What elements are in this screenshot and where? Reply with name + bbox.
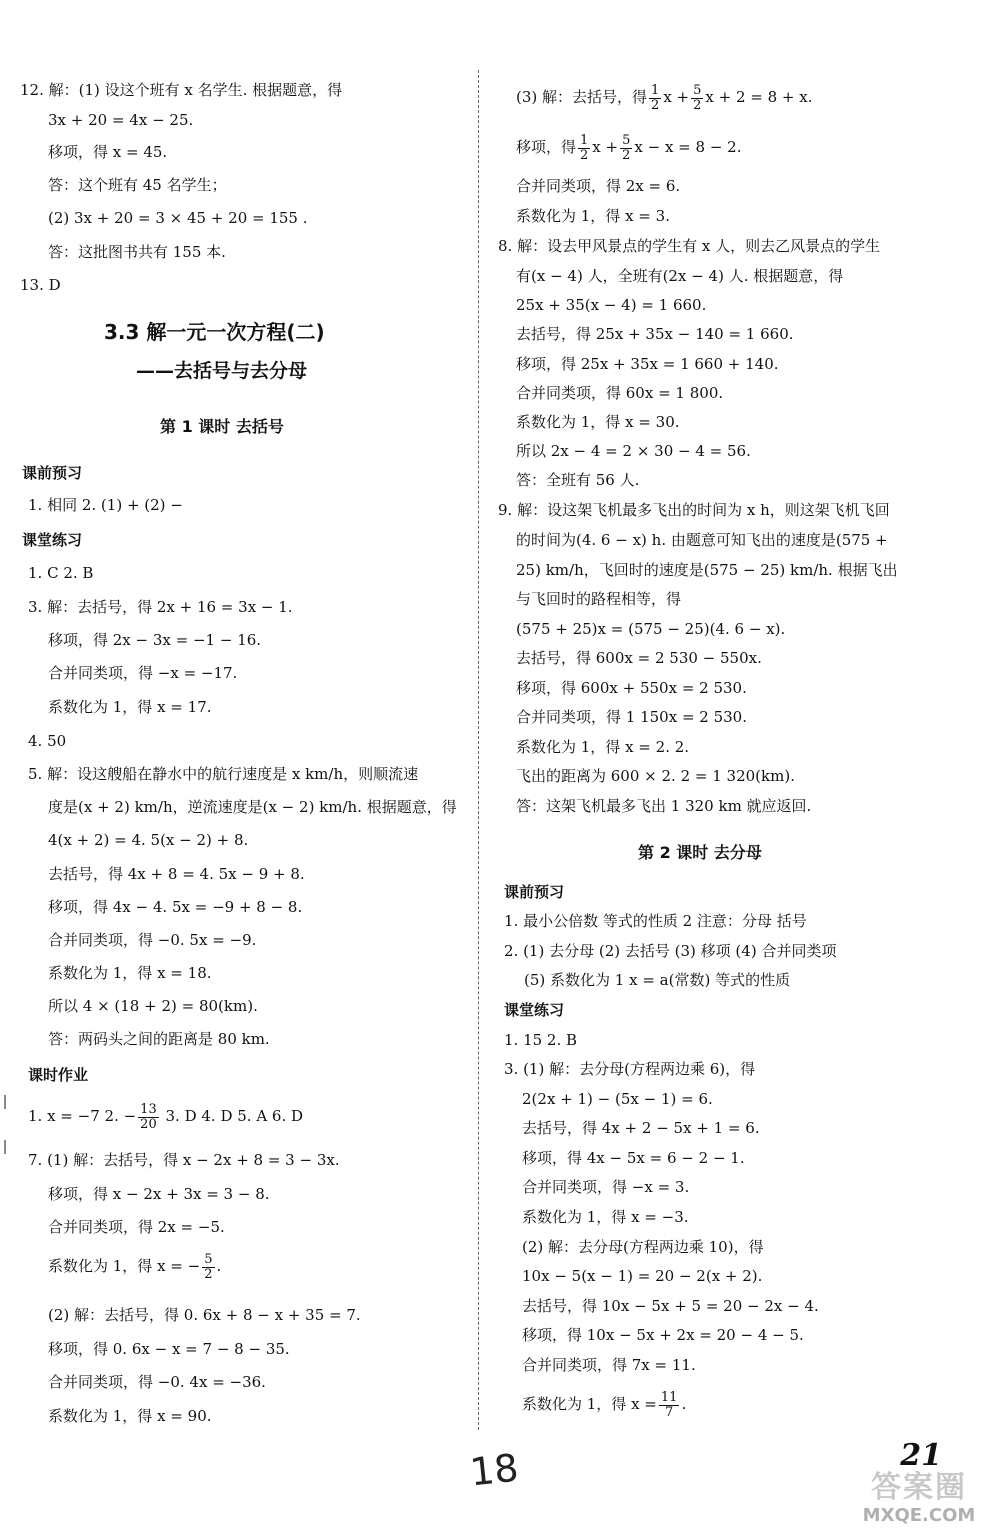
- cp2-q3-line9: 去括号，得 10x − 5x + 5 = 20 − 2x − 4.: [522, 1297, 819, 1315]
- pre-study-heading-2: 课前预习: [504, 883, 565, 901]
- cp5-line8: 所以 4 × (18 + 2) = 80(km).: [48, 997, 258, 1015]
- q7-3-frac1-num: 1: [651, 82, 660, 98]
- handwritten-note: 18: [467, 1445, 521, 1495]
- q13: 13. D: [20, 276, 61, 294]
- q7-3-line2-post: x − x = 8 − 2.: [634, 138, 742, 156]
- class-practice-heading: 课堂练习: [22, 531, 83, 549]
- q8-line4: 去括号，得 25x + 35x − 140 = 1 660.: [516, 325, 794, 343]
- edge-mark: [4, 1095, 6, 1109]
- q7-3-line2: [516, 132, 741, 163]
- q9-line7: 移项，得 600x + 550x = 2 530.: [516, 679, 747, 697]
- q8-line5: 移项，得 25x + 35x = 1 660 + 140.: [516, 355, 779, 373]
- q7-3-frac4: [620, 134, 632, 163]
- q7-3-frac1: [649, 84, 661, 113]
- pre-study-answers: 1. 相同 2. (1) + (2) −: [28, 496, 183, 514]
- cp5-line7: 系数化为 1，得 x = 18.: [48, 964, 212, 982]
- cp2-q3-line4: 移项，得 4x − 5x = 6 − 2 − 1.: [522, 1149, 745, 1167]
- cp3-line4: 系数化为 1，得 x = 17.: [48, 698, 212, 716]
- cp2-q3-line12-pre: 系数化为 1，得 x =: [522, 1395, 657, 1413]
- hw7-line3: 合并同类项，得 2x = −5.: [48, 1218, 225, 1236]
- hw7-line2: 移项，得 x − 2x + 3x = 3 − 8.: [48, 1185, 270, 1203]
- q12-line3: 移项，得 x = 45.: [48, 143, 168, 161]
- q8-line9: 答：全班有 56 人.: [516, 471, 640, 489]
- q9-line3: 25) km/h，飞回时的速度是(575 − 25) km/h. 根据飞出: [516, 561, 898, 579]
- cp5-line5: 移项，得 4x − 4. 5x = −9 + 8 − 8.: [48, 898, 303, 916]
- q7-3-frac4-num: 5: [622, 132, 631, 148]
- q7-3-line2-pre: 移项，得: [516, 138, 577, 156]
- hw7-fraction: [202, 1253, 214, 1282]
- lesson1-title: 第 1 课时 去括号: [160, 417, 284, 436]
- cp4: 4. 50: [28, 732, 67, 750]
- right-column: [490, 0, 960, 1536]
- q9-line11: 答：这架飞机最多飞出 1 320 km 就应返回.: [516, 797, 812, 815]
- q8-line2: 有(x − 4) 人，全班有(2x − 4) 人. 根据题意，得: [516, 267, 844, 285]
- hw-answers-1-6: [28, 1100, 303, 1132]
- hw7-fraction-num: 5: [204, 1251, 213, 1267]
- hw7-line4-pre: 系数化为 1，得 x = −: [48, 1257, 201, 1275]
- edge-mark: [4, 1140, 6, 1154]
- cp2-q3-fraction-den: 7: [665, 1404, 674, 1420]
- q7-3-line1-pre: (3) 解：去括号，得: [516, 88, 648, 106]
- q7-3-line1: [516, 82, 812, 113]
- left-column: [0, 0, 470, 1536]
- q9-line2: 的时间为(4. 6 − x) h. 由题意可知飞出的速度是(575 +: [516, 531, 888, 549]
- hw7-line7: 合并同类项，得 −0. 4x = −36.: [48, 1373, 266, 1391]
- cp2-q3-line7: (2) 解：去分母(方程两边乘 10)，得: [522, 1238, 764, 1256]
- q7-3-frac2-den: 2: [693, 97, 702, 113]
- q9-line6: 去括号，得 600x = 2 530 − 550x.: [516, 649, 762, 667]
- hw-fraction-den: 20: [140, 1116, 157, 1132]
- q12-line4: 答：这个班有 45 名学生；: [48, 176, 227, 194]
- column-divider: [478, 70, 479, 1430]
- q7-3-frac4-den: 2: [622, 147, 631, 163]
- cp5-line9: 答：两码头之间的距离是 80 km.: [48, 1030, 270, 1048]
- cp2-q3-line12-post: .: [681, 1395, 687, 1413]
- pre2-line1: 1. 最小公倍数 等式的性质 2 注意：分母 括号: [504, 912, 807, 930]
- cp-answers-1-2: 1. C 2. B: [28, 564, 94, 582]
- q7-3-frac1-den: 2: [651, 97, 660, 113]
- q8-line8: 所以 2x − 4 = 2 × 30 − 4 = 56.: [516, 442, 751, 460]
- q9-line5: (575 + 25)x = (575 − 25)(4. 6 − x).: [516, 620, 786, 638]
- lesson2-title: 第 2 课时 去分母: [638, 843, 762, 862]
- q7-3-line4: 系数化为 1，得 x = 3.: [516, 207, 670, 225]
- homework-heading: 课时作业: [28, 1066, 89, 1084]
- q12-line2: 3x + 20 = 4x − 25.: [48, 111, 194, 129]
- q7-3-frac3-den: 2: [580, 147, 589, 163]
- cp2-q3-fraction-num: 11: [660, 1389, 678, 1405]
- q8-line3: 25x + 35(x − 4) = 1 660.: [516, 296, 707, 314]
- hw7-line4-post: .: [216, 1257, 222, 1275]
- q8-line1: 8. 解：设去甲风景点的学生有 x 人，则去乙风景点的学生: [498, 237, 881, 255]
- q9-line9: 系数化为 1，得 x = 2. 2.: [516, 738, 690, 756]
- cp5-line1: 5. 解：设这艘船在静水中的航行速度是 x km/h，则顺流速: [28, 765, 419, 783]
- cp2-q3-line10: 移项，得 10x − 5x + 2x = 20 − 4 − 5.: [522, 1326, 804, 1344]
- q9-line4: 与飞回时的路程相等，得: [516, 590, 682, 608]
- cp2-q3-line2: 2(2x + 1) − (5x − 1) = 6.: [522, 1090, 713, 1108]
- q9-line10: 飞出的距离为 600 × 2. 2 = 1 320(km).: [516, 767, 795, 785]
- pre2-line3: (5) 系数化为 1 x = a(常数) 等式的性质: [524, 971, 791, 989]
- q12-line6: 答：这批图书共有 155 本.: [48, 243, 226, 261]
- q7-3-frac2: [691, 84, 703, 113]
- q12-line1: 12. 解：(1) 设这个班有 x 名学生. 根据题意，得: [20, 81, 343, 99]
- q8-line7: 系数化为 1，得 x = 30.: [516, 413, 680, 431]
- cp2-q3-line6: 系数化为 1，得 x = −3.: [522, 1208, 689, 1226]
- hw-answers-pre: 1. x = −7 2. −: [28, 1107, 137, 1125]
- section-subtitle: ——去括号与去分母: [136, 360, 308, 382]
- section-title: 3.3 解一元一次方程(二): [104, 320, 325, 344]
- page-number: 21: [900, 1438, 942, 1473]
- q7-3-line3: 合并同类项，得 2x = 6.: [516, 177, 681, 195]
- cp5-line3: 4(x + 2) = 4. 5(x − 2) + 8.: [48, 831, 249, 849]
- hw-fraction: [138, 1103, 159, 1132]
- q8-line6: 合并同类项，得 60x = 1 800.: [516, 384, 724, 402]
- cp3-line1: 3. 解：去括号，得 2x + 16 = 3x − 1.: [28, 598, 293, 616]
- cp5-line4: 去括号，得 4x + 8 = 4. 5x − 9 + 8.: [48, 865, 305, 883]
- pre2-line2: 2. (1) 去分母 (2) 去括号 (3) 移项 (4) 合并同类项: [504, 942, 837, 960]
- watermark-url: MXQE.COM: [862, 1505, 976, 1526]
- cp2-q3-fraction: [659, 1391, 680, 1420]
- cp3-line2: 移项，得 2x − 3x = −1 − 16.: [48, 631, 262, 649]
- q7-3-frac2-num: 5: [693, 82, 702, 98]
- watermark: [844, 1470, 994, 1532]
- cp5-line6: 合并同类项，得 −0. 5x = −9.: [48, 931, 257, 949]
- class-practice-heading-2: 课堂练习: [504, 1001, 565, 1019]
- cp3-line3: 合并同类项，得 −x = −17.: [48, 664, 238, 682]
- q9-line8: 合并同类项，得 1 150x = 2 530.: [516, 708, 747, 726]
- hw7-line4: [48, 1250, 221, 1282]
- cp2-q3-line3: 去括号，得 4x + 2 − 5x + 1 = 6.: [522, 1119, 760, 1137]
- hw7-line8: 系数化为 1，得 x = 90.: [48, 1407, 212, 1425]
- q7-3-line2-mid: x +: [592, 138, 619, 156]
- hw-fraction-num: 13: [140, 1101, 157, 1117]
- watermark-logo-text: 答案圈: [871, 1470, 967, 1505]
- hw-answers-post: 3. D 4. D 5. A 6. D: [160, 1107, 304, 1125]
- cp2-q3-line1: 3. (1) 解：去分母(方程两边乘 6)，得: [504, 1060, 756, 1078]
- hw7-fraction-den: 2: [204, 1266, 213, 1282]
- hw7-line1: 7. (1) 解：去括号，得 x − 2x + 8 = 3 − 3x.: [28, 1151, 340, 1169]
- q7-3-frac3-num: 1: [580, 132, 589, 148]
- cp5-line2: 度是(x + 2) km/h，逆流速度是(x − 2) km/h. 根据题意，得: [48, 798, 457, 816]
- q7-3-line1-mid: x +: [663, 88, 690, 106]
- q12-line5: (2) 3x + 20 = 3 × 45 + 20 = 155 .: [48, 209, 308, 227]
- cp2-answers-1-2: 1. 15 2. B: [504, 1031, 578, 1049]
- q9-line1: 9. 解：设这架飞机最多飞出的时间为 x h，则这架飞机飞回: [498, 501, 890, 519]
- cp2-q3-line11: 合并同类项，得 7x = 11.: [522, 1356, 696, 1374]
- cp2-q3-line8: 10x − 5(x − 1) = 20 − 2(x + 2).: [522, 1267, 763, 1285]
- hw7-line5: (2) 解：去括号，得 0. 6x + 8 − x + 35 = 7.: [48, 1306, 361, 1324]
- pre-study-heading: 课前预习: [22, 464, 83, 482]
- q7-3-line1-post: x + 2 = 8 + x.: [705, 88, 813, 106]
- cp2-q3-line5: 合并同类项，得 −x = 3.: [522, 1178, 690, 1196]
- hw7-line6: 移项，得 0. 6x − x = 7 − 8 − 35.: [48, 1340, 290, 1358]
- q7-3-frac3: [578, 134, 590, 163]
- cp2-q3-line12: [522, 1388, 686, 1420]
